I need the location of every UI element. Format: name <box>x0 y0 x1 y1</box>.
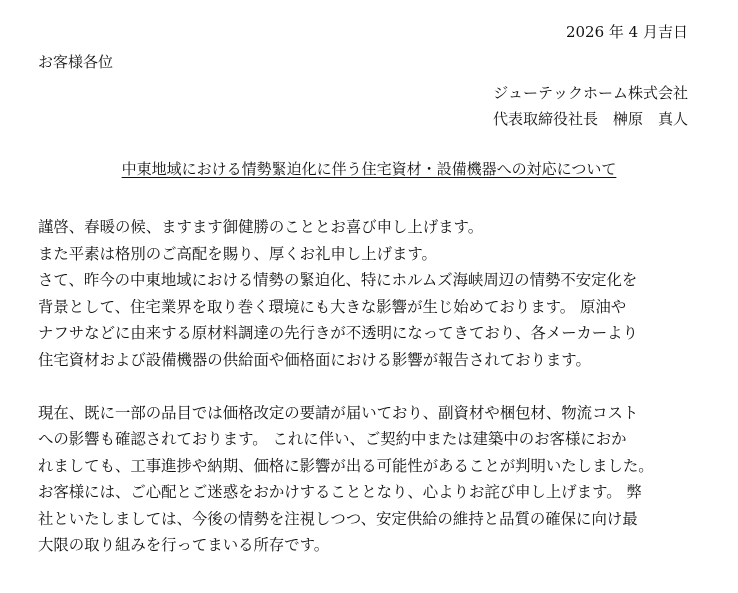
body-line: ナフサなどに由来する原材料調達の先行きが不透明になってきており、各メーカーより <box>38 324 638 342</box>
body-line: 大限の取り組みを行ってまいる所存です。 <box>38 536 330 554</box>
body-line: さて、昨今の中東地域における情勢の緊迫化、特にホルムズ海峡周辺の情勢不安定化を <box>38 271 638 289</box>
body-line: お客様には、ご心配とご迷惑をおかけすることとなり、心よりお詫び申し上げます。 弊 <box>38 483 642 501</box>
recipient-line: お客様各位 <box>38 53 114 71</box>
paragraph-2 <box>38 400 694 559</box>
body-line: 住宅資材および設備機器の供給面や価格面における影響が報告されております。 <box>38 350 591 369</box>
paragraph-1 <box>38 214 694 373</box>
body-line: 現在、既に一部の品目では価格改定の要請が届いており、副資材や梱包材、物流コスト <box>38 403 639 422</box>
body-line: れましても、工事進捗や納期、価格に影響が出る可能性があることが判明いたしました。 <box>38 456 654 475</box>
body-line: 背景として、住宅業界を取り巻く環境にも大きな影響が生じ始めております。 原油や <box>38 297 627 316</box>
subject-text: 中東地域における情勢緊迫化に伴う住宅資材・設備機器への対応について <box>121 160 617 178</box>
sender-representative: 代表取締役社長 榊原 真人 <box>492 110 688 128</box>
body-line: また平素は格別のご高配を賜り、厚くお礼申し上げます。 <box>38 244 437 263</box>
subject-heading <box>0 158 738 180</box>
sender-block <box>493 80 688 132</box>
letter-date: 2026 年 4 月吉日 <box>565 23 688 41</box>
letter-body <box>38 214 694 585</box>
body-line: への影響も確認されております。 これに伴い、ご契約中または建築中のお客様におか <box>38 430 627 448</box>
body-line: 社といたしましては、今後の情勢を注視しつつ、安定供給の維持と品質の確保に向け最 <box>38 509 638 528</box>
body-line: 謹啓、春暖の候、ますます御健勝のこととお喜び申し上げます。 <box>38 218 484 236</box>
sender-company: ジューテックホーム株式会社 <box>493 84 688 102</box>
